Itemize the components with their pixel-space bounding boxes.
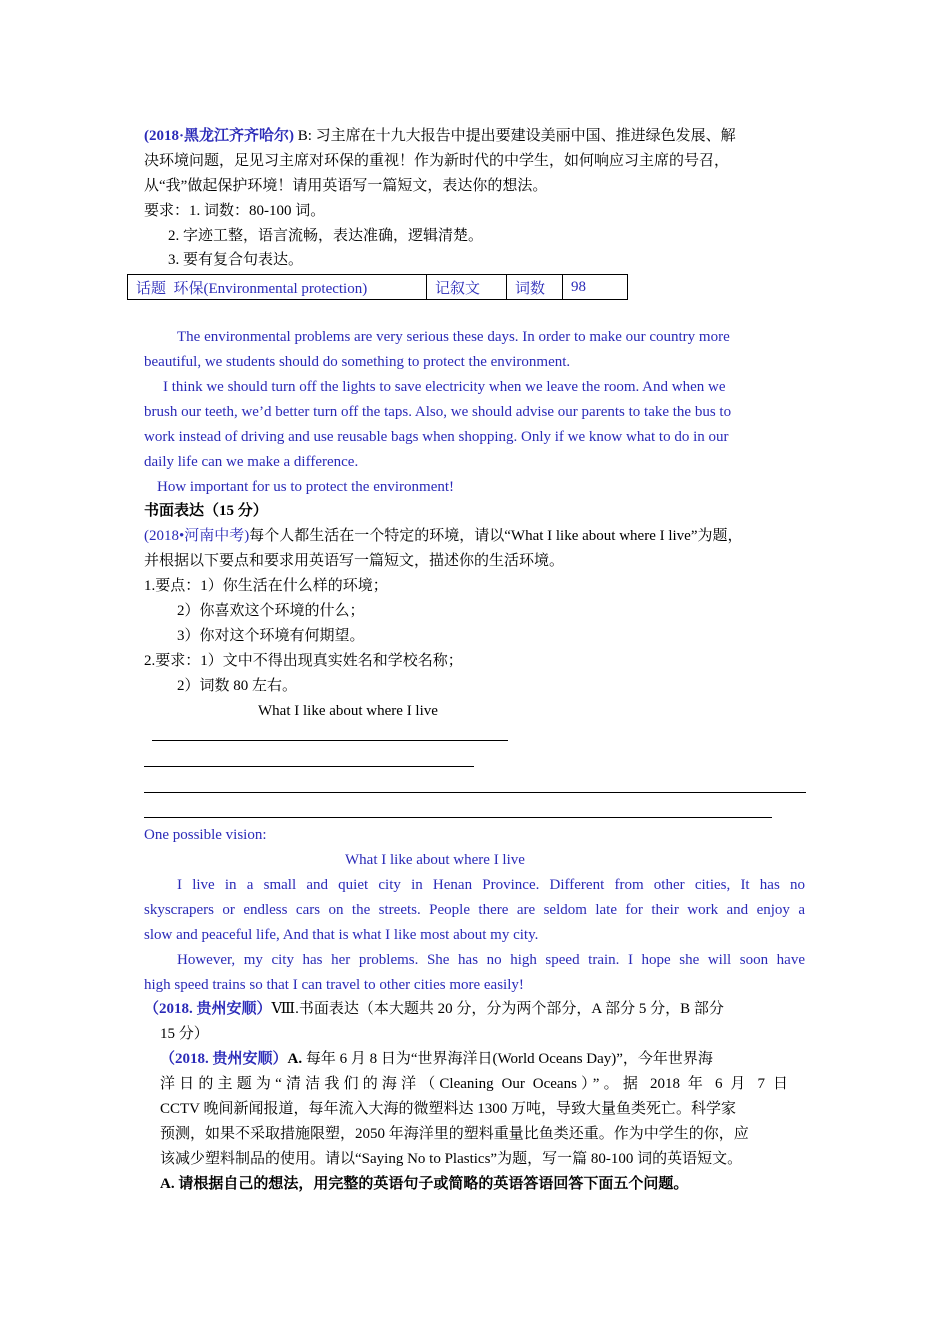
topic-cell: 话题 环保(Environmental protection) <box>128 275 427 300</box>
q1-source-tag: (2018·黑龙江齐齐哈尔) <box>144 128 294 144</box>
q3-prompt-line: 洋日的主题为“清洁我们的海洋（Cleaning Our Oceans）”。据 2018 年 6 月 7 日 <box>160 1076 788 1092</box>
q1-requirement-1: 要求：1. 词数：80-100 词。 <box>144 203 326 219</box>
q2-answer-line: However, my city has her problems. She has no high speed train. I hope she will soon have <box>177 952 805 968</box>
answer-blank-line <box>152 740 508 741</box>
q1-requirement-3: 3. 要有复合句表达。 <box>168 252 304 268</box>
q3-source-tag-2: （2018. 贵州安顺） <box>160 1051 288 1067</box>
q1-essay-line: The environmental problems are very serious these days. In order to make our country more <box>177 329 730 345</box>
q1-requirement-2: 2. 字迹工整，语言流畅，表达准确，逻辑清楚。 <box>168 228 484 244</box>
q2-answer-line: I live in a small and quiet city in Henan Province. Different from other cities, It has no <box>177 877 805 893</box>
count-label-cell: 词数 <box>507 275 563 300</box>
q2-answer-line: slow and peaceful life, And that is what I like most about my city. <box>144 927 539 943</box>
q1-essay-line: beautiful, we students should do something to protect the environment. <box>144 354 571 370</box>
q2-prompt-line-1: (2018•河南中考)每个人都生活在一个特定的环境，请以“What I like about where I live”为题， <box>144 528 743 544</box>
q1-meta-table <box>127 274 628 300</box>
q3-prompt-line: CCTV 晚间新闻报道，每年流入大海的微塑料达 1300 万吨，导致大量鱼类死亡。科学家 <box>160 1101 736 1117</box>
q2-answer-line: skyscrapers or endless cars on the streets. People there are seldom late for their work and enjoy a <box>144 902 805 918</box>
answer-blank-line <box>144 817 772 818</box>
q1-essay-line: I think we should turn off the lights to save electricity when we leave the room. And when we <box>163 379 726 395</box>
q1-essay-line: daily life can we make a difference. <box>144 454 359 470</box>
q3-instruction: A. 请根据自己的想法，用完整的英语句子或简略的英语答语回答下面五个问题。 <box>160 1176 689 1192</box>
q2-point: 2）词数 80 左右。 <box>177 678 298 694</box>
q1-prompt-line-2: 决环境问题，足见习主席对环保的重视！作为新时代的中学生，如何响应习主席的号召， <box>144 153 730 169</box>
q2-prompt-line-2: 并根据以下要点和要求用英语写一篇短文，描述你的生活环境。 <box>144 553 565 569</box>
answer-blank-line <box>144 766 474 767</box>
q2-point: 2.要求：1）文中不得出现真实姓名和学校名称； <box>144 653 463 669</box>
q3-heading-line-2: 15 分） <box>160 1026 209 1042</box>
count-value-cell: 98 <box>563 275 628 300</box>
q2-point: 1.要点：1）你生活在什么样的环境； <box>144 578 388 594</box>
q3-prompt-line-1: （2018. 贵州安顺）A. 每年 6 月 8 日为“世界海洋日(World Oceans Day)”，今年世界海 <box>160 1051 713 1067</box>
q2-section-title: 书面表达（15 分） <box>144 503 268 519</box>
q2-essay-title: What I like about where I live <box>258 703 438 719</box>
q2-answer-line: high speed trains so that I can travel to other cities more easily! <box>144 977 524 993</box>
q2-point: 3）你对这个环境有何期望。 <box>177 628 365 644</box>
answer-blank-line <box>144 792 806 793</box>
q2-answer-label: One possible vision: <box>144 827 267 843</box>
q1-essay-line: brush our teeth, we’d better turn off the taps. Also, we should advise our parents to take the bus to <box>144 404 732 420</box>
genre-cell: 记叙文 <box>427 275 507 300</box>
q3-heading-line-1: （2018. 贵州安顺）Ⅷ.书面表达（本大题共 20 分，分为两个部分，A 部分 5 分，B 部分 <box>144 1001 724 1017</box>
q2-source-tag: (2018•河南中考) <box>144 528 250 544</box>
q3-source-tag: （2018. 贵州安顺） <box>144 1001 272 1017</box>
q3-prompt-line: 该减少塑料制品的使用。请以“Saying No to Plastics”为题，写一篇 80-100 词的英语短文。 <box>160 1151 743 1167</box>
q3-prompt-line: 预测，如果不采取措施限塑，2050 年海洋里的塑料重量比鱼类还重。作为中学生的你，应 <box>160 1126 749 1142</box>
q1-essay-line: work instead of driving and use reusable bags when shopping. Only if we know what to do in our <box>144 429 729 445</box>
q1-prompt-line-3: 从“我”做起保护环境！请用英语写一篇短文，表达你的想法。 <box>144 178 548 194</box>
q2-answer-title: What I like about where I live <box>345 852 525 868</box>
q2-point: 2）你喜欢这个环境的什么； <box>177 603 365 619</box>
q1-prompt-line-1: (2018·黑龙江齐齐哈尔) B: 习主席在十九大报告中提出要建设美丽中国、推进绿色发展、解 <box>144 128 736 144</box>
q1-essay-line: How important for us to protect the environment! <box>157 479 455 495</box>
